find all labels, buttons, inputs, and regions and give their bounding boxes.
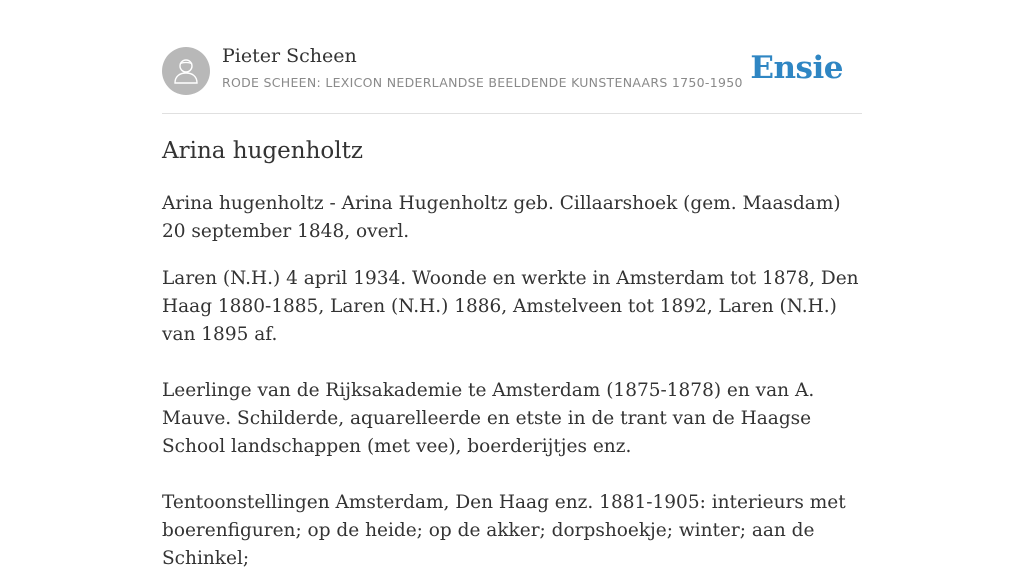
paragraph-training: Leerlinge van de Rijksakademie te Amsterdam (1875-1878) en van A. Mauve. Schilderde, aquarelleerde en etste in de trant van de Haagse School landschappen (met vee), boerderijtjes enz. xyxy=(162,380,815,457)
author-avatar[interactable] xyxy=(162,47,210,95)
article-body xyxy=(162,190,862,573)
source-name[interactable]: RODE SCHEEN: LEXICON NEDERLANDSE BEELDENDE KUNSTENAARS 1750-1950 xyxy=(222,75,743,90)
article-title: Arina hugenholtz xyxy=(162,138,363,164)
ensie-logo[interactable]: Ensie xyxy=(750,50,843,86)
paragraph-intro: Arina hugenholtz - Arina Hugenholtz geb. Cillaarshoek (gem. Maasdam) 20 september 1848, overl. xyxy=(162,193,841,242)
paragraph-spacer xyxy=(162,349,862,377)
author-name[interactable]: Pieter Scheen xyxy=(222,45,357,67)
paragraph-spacer xyxy=(162,461,862,489)
paragraph-residence: Laren (N.H.) 4 april 1934. Woonde en werkte in Amsterdam tot 1878, Den Haag 1880-1885, Laren (N.H.) 1886, Amstelveen tot 1892, Laren (N.H.) van 1895 af. xyxy=(162,268,859,345)
user-icon xyxy=(171,56,201,86)
paragraph-exhibitions: Tentoonstellingen Amsterdam, Den Haag enz. 1881-1905: interieurs met boerenfiguren; op de heide; op de akker; dorpshoekje; winter; aan de Schinkel; xyxy=(162,492,846,569)
article-header xyxy=(162,0,862,114)
page-container xyxy=(162,0,862,569)
